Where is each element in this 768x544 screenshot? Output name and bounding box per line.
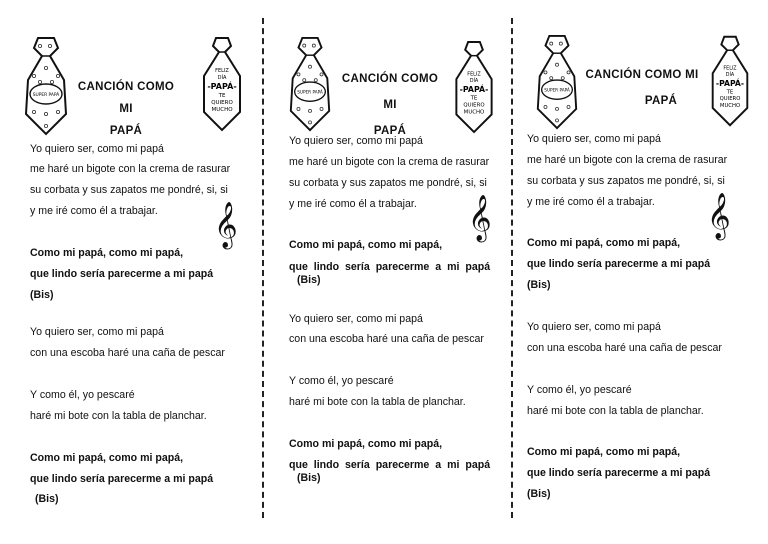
chorus2-bis: (Bis) xyxy=(35,493,59,505)
tie-right-icon xyxy=(196,36,248,132)
verse1-line2: me haré un bigote con la crema de rasurar xyxy=(289,156,490,168)
song-title-line2: PAPÁ xyxy=(109,125,143,137)
svg-text:DÍA: DÍA xyxy=(725,73,735,79)
tie-left-label: SUPER PAPÁ xyxy=(32,93,60,98)
song-title xyxy=(334,66,446,144)
svg-text:DÍA: DÍA xyxy=(469,78,479,85)
svg-text:TE: TE xyxy=(726,89,734,96)
svg-text:FELIZ: FELIZ xyxy=(467,71,481,78)
tie-right-icon xyxy=(705,34,755,128)
chorus1-line2: que lindo sería parecerme a mi papá xyxy=(527,258,711,270)
treble-clef-icon: 𝄞 xyxy=(468,195,492,241)
verse1-line1: Yo quiero ser, como mi papá xyxy=(30,143,164,155)
song-title-line2: PAPÁ xyxy=(644,95,678,107)
verse1-line4: y me iré como él a trabajar. xyxy=(289,198,417,210)
svg-text:MUCHO: MUCHO xyxy=(463,109,485,116)
chorus1-bis: (Bis) xyxy=(527,279,551,291)
verse3-line1: Y como él, yo pescaré xyxy=(527,384,632,396)
svg-text:FELIZ: FELIZ xyxy=(215,68,229,74)
svg-text:MUCHO: MUCHO xyxy=(719,102,741,109)
svg-text:-PAPÁ-: -PAPÁ- xyxy=(459,84,489,94)
tie-left-icon xyxy=(531,34,583,130)
svg-text:-PAPÁ-: -PAPÁ- xyxy=(207,82,237,91)
verse2-line1: Yo quiero ser, como mi papá xyxy=(30,326,164,338)
verse2-line1: Yo quiero ser, como mi papá xyxy=(527,321,661,333)
verse1-line3: su corbata y sus zapatos me pondré, si, si xyxy=(30,184,228,196)
verse1-line1: Yo quiero ser, como mi papá xyxy=(289,135,423,147)
verse3-line1: Y como él, yo pescaré xyxy=(289,375,394,387)
song-title-line1: CANCIÓN COMO MI xyxy=(77,81,175,115)
card-1 xyxy=(0,0,260,544)
song-title-line1: CANCIÓN COMO MI xyxy=(585,69,699,81)
chorus2-line1: Como mi papá, como mi papá, xyxy=(30,452,184,464)
svg-text:QUIERO: QUIERO xyxy=(463,102,485,109)
svg-text:-PAPÁ-: -PAPÁ- xyxy=(715,78,745,88)
verse2-line2: con una escoba haré una caña de pescar xyxy=(527,342,722,354)
verse2-line2: con una escoba haré una caña de pescar xyxy=(30,347,225,359)
verse1-line2: me haré un bigote con la crema de rasurar xyxy=(527,154,728,166)
tie-right-icon xyxy=(448,40,500,134)
verse1-line3: su corbata y sus zapatos me pondré, si, si xyxy=(289,177,487,189)
chorus2-bis: (Bis) xyxy=(527,488,551,500)
verse2-line1: Yo quiero ser, como mi papá xyxy=(289,313,423,325)
chorus1-line1: Como mi papá, como mi papá, xyxy=(527,237,681,249)
chorus1-line2: que lindo sería parecerme a mi papá xyxy=(289,261,491,273)
verse3-line2: haré mi bote con la tabla de planchar. xyxy=(527,405,704,417)
chorus1-line1: Como mi papá, como mi papá, xyxy=(30,247,184,259)
verse1-line3: su corbata y sus zapatos me pondré, si, si xyxy=(527,175,725,187)
chorus2-line1: Como mi papá, como mi papá, xyxy=(527,446,681,458)
svg-text:MUCHO: MUCHO xyxy=(211,107,233,113)
verse3-line1: Y como él, yo pescaré xyxy=(30,389,135,401)
verse1-line4: y me iré como él a trabajar. xyxy=(527,196,655,208)
verse3-line2: haré mi bote con la tabla de planchar. xyxy=(289,396,466,408)
svg-text:QUIERO: QUIERO xyxy=(211,100,233,106)
song-title-line2: PAPÁ xyxy=(373,125,407,137)
verse1-line4: y me iré como él a trabajar. xyxy=(30,205,158,217)
treble-clef-icon: 𝄞 xyxy=(214,202,238,248)
chorus2-bis: (Bis) xyxy=(297,472,321,484)
verse2-line2: con una escoba haré una caña de pescar xyxy=(289,333,484,345)
verse3-line2: haré mi bote con la tabla de planchar. xyxy=(30,410,207,422)
svg-text:TE: TE xyxy=(470,95,478,102)
svg-text:TE: TE xyxy=(218,93,226,99)
song-title-line1: CANCIÓN COMO MI xyxy=(341,73,439,111)
card-3 xyxy=(511,0,768,544)
tie-left-label: SUPER PAPÁ xyxy=(297,89,323,95)
verse1-line2: me haré un bigote con la crema de rasurar xyxy=(30,163,231,175)
chorus2-line2: que lindo sería parecerme a mi papá xyxy=(289,459,491,471)
chorus1-line2: que lindo sería parecerme a mi papá xyxy=(30,268,214,280)
svg-text:DÍA: DÍA xyxy=(217,75,227,81)
chorus1-bis: (Bis) xyxy=(297,274,321,286)
svg-text:QUIERO: QUIERO xyxy=(719,96,741,103)
chorus1-bis: (Bis) xyxy=(30,289,54,301)
song-title xyxy=(72,76,180,142)
tie-left-label: SUPER PAPÁ xyxy=(544,87,570,93)
verse1-line1: Yo quiero ser, como mi papá xyxy=(527,133,661,145)
svg-text:FELIZ: FELIZ xyxy=(723,66,737,72)
tie-left-icon xyxy=(284,36,336,132)
card-2 xyxy=(262,0,511,544)
song-title xyxy=(577,62,707,114)
tie-left-icon xyxy=(20,36,72,136)
chorus2-line1: Como mi papá, como mi papá, xyxy=(289,438,443,450)
treble-clef-icon: 𝄞 xyxy=(707,193,731,239)
chorus1-line1: Como mi papá, como mi papá, xyxy=(289,239,443,251)
chorus2-line2: que lindo sería parecerme a mi papá xyxy=(30,473,214,485)
chorus2-line2: que lindo sería parecerme a mi papá xyxy=(527,467,711,479)
